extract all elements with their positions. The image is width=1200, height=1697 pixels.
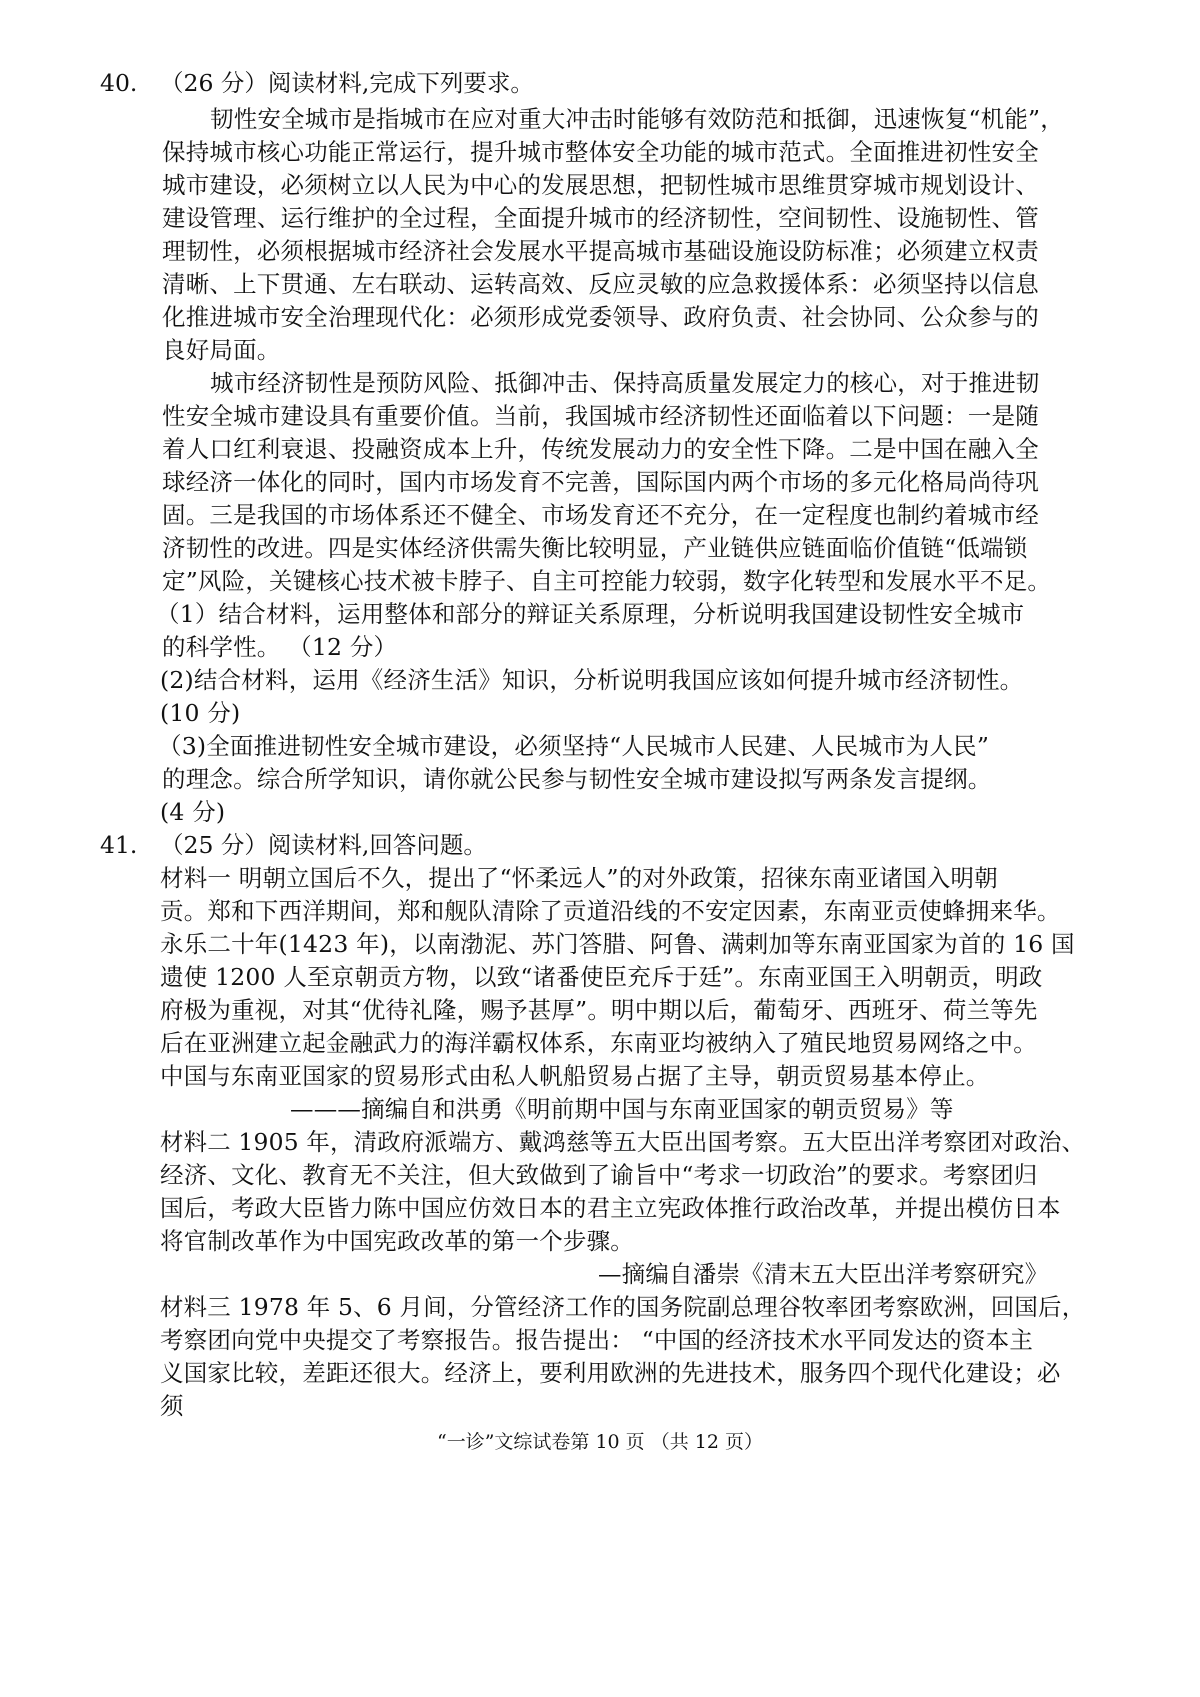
q41-material-2-line: 材料二 1905 年，清政府派端方、戴鸿慈等五大臣出国考察。五大臣出洋考察团对政治、 [160,1128,1086,1156]
q41-material-1-line: 府极为重视，对其“优待礼隆，赐予甚厚”。明中期以后，葡萄牙、西班牙、荷兰等先 [160,996,1038,1024]
q41-material-1-line: 遗使 1200 人至京朝贡方物，以致“诸番使臣充斥于廷”。东南亚国王入明朝贡，明政 [160,963,1043,991]
q40-subquestion-3-score: (4 分) [160,798,226,826]
q40-line: 济韧性的改进。四是实体经济供需失衡比较明显，产业链供应链面临价值链“低端锁 [162,534,1028,562]
q40-line: 球经济一体化的同时，国内市场发育不完善，国际国内两个市场的多元化格局尚待巩 [162,468,1039,496]
q41-material-1-line: 材料一 明朝立国后不久，提出了“怀柔远人”的对外政策，招徕东南亚诸国入明朝 [160,864,998,892]
q40-line: 定”风险，关键核心技术被卡脖子、自主可控能力较弱，数字化转型和发展水平不足。 [162,567,1052,595]
q40-subquestion-1-cont: 的科学性。 （12 分） [162,633,398,661]
q41-material-3-line: 须 [160,1392,184,1420]
q41-material-2-source: —摘编自潘崇《清末五大臣出洋考察研究》 [598,1260,1049,1288]
q41-material-3-line: 义国家比较，差距还很大。经济上，要利用欧洲的先进技术，服务四个现代化建设；必 [160,1359,1061,1387]
question-41-header: （25 分）阅读材料,回答问题。 [160,831,487,859]
question-40-number: 40. [100,69,138,97]
q40-line: 清晰、上下贯通、左右联动、运转高效、反应灵敏的应急救援体系：必须坚持以信息 [162,270,1039,298]
q40-line: 城市经济韧性是预防风险、抵御冲击、保持高质量发展定力的核心，对于推进韧 [210,369,1040,397]
page-footer: “一诊”文综试卷第 10 页 （共 12 页） [437,1431,763,1453]
q41-material-1-source: ———摘编自和洪勇《明前期中国与东南亚国家的朝贡贸易》等 [290,1095,954,1123]
q40-subquestion-3: （3)全面推进韧性安全城市建设，必须坚持“人民城市人民建、人民城市为人民” [158,732,990,760]
q40-line: 保持城市核心功能正常运行，提升城市整体安全功能的城市范式。全面推进初性安全 [162,138,1039,166]
q40-line: 理韧性，必须根据城市经济社会发展水平提高城市基础设施设防标准；必须建立权责 [162,237,1039,265]
q41-material-1-line: 永乐二十年(1423 年)，以南渤泥、苏门答腊、阿鲁、满剌加等东南亚国家为首的 16 国 [160,930,1075,958]
q41-material-2-line: 将官制改革作为中国宪政改革的第一个步骤。 [160,1227,634,1255]
q41-material-2-line: 国后，考政大臣皆力陈中国应仿效日本的君主立宪政体推行政治改革，并提出模仿日本 [160,1194,1061,1222]
q40-line: 性安全城市建设具有重要价值。当前，我国城市经济韧性还面临着以下问题：一是随 [162,402,1039,430]
q40-line: 韧性安全城市是指城市在应对重大冲击时能够有效防范和抵御，迅速恢复“机能”， [210,105,1064,133]
q40-line: 城市建设，必须树立以人民为中心的发展思想，把韧性城市思维贯穿城市规划设计、 [162,171,1039,199]
question-40-header: （26 分）阅读材料,完成下列要求。 [160,69,534,97]
q40-line: 良好局面。 [162,336,281,364]
q40-subquestion-2-score: (10 分) [160,699,241,727]
q40-subquestion-1: （1）结合材料，运用整体和部分的辩证关系原理，分析说明我国建设韧性安全城市 [156,600,1025,628]
q41-material-3-line: 考察团向党中央提交了考察报告。报告提出： “中国的经济技术水平同发达的资本主 [160,1326,1034,1354]
q41-material-1-line: 中国与东南亚国家的贸易形式由私人帆船贸易占据了主导，朝贡贸易基本停止。 [160,1062,990,1090]
q40-line: 固。三是我国的市场体系还不健全、市场发育还不充分，在一定程度也制约着城市经 [162,501,1039,529]
q41-material-1-line: 贡。郑和下西洋期间，郑和舰队清除了贡道沿线的不安定因素，东南亚贡使蜂拥来华。 [160,897,1061,925]
question-41-number: 41. [100,831,138,859]
q41-material-1-line: 后在亚洲建立起金融武力的海洋霸权体系，东南亚均被纳入了殖民地贸易网络之中。 [160,1029,1037,1057]
q40-line: 化推进城市安全治理现代化：必须形成党委领导、政府负责、社会协同、公众参与的 [162,303,1039,331]
q41-material-2-line: 经济、文化、教育无不关注，但大致做到了谕旨中“考求一切政治”的要求。考察团归 [160,1161,1038,1189]
q40-line: 建设管理、运行维护的全过程，全面提升城市的经济韧性，空间韧性、设施韧性、管 [162,204,1039,232]
q41-material-3-line: 材料三 1978 年 5、6 月间，分管经济工作的国务院副总理谷牧率团考察欧洲，回国后， [160,1293,1086,1321]
q40-subquestion-3-cont: 的理念。综合所学知识，请你就公民参与韧性安全城市建设拟写两条发言提纲。 [162,765,992,793]
q40-subquestion-2: (2)结合材料，运用《经济生活》知识，分析说明我国应该如何提升城市经济韧性。 [160,666,1024,694]
q40-line: 着人口红利衰退、投融资成本上升，传统发展动力的安全性下降。二是中国在融入全 [162,435,1039,463]
